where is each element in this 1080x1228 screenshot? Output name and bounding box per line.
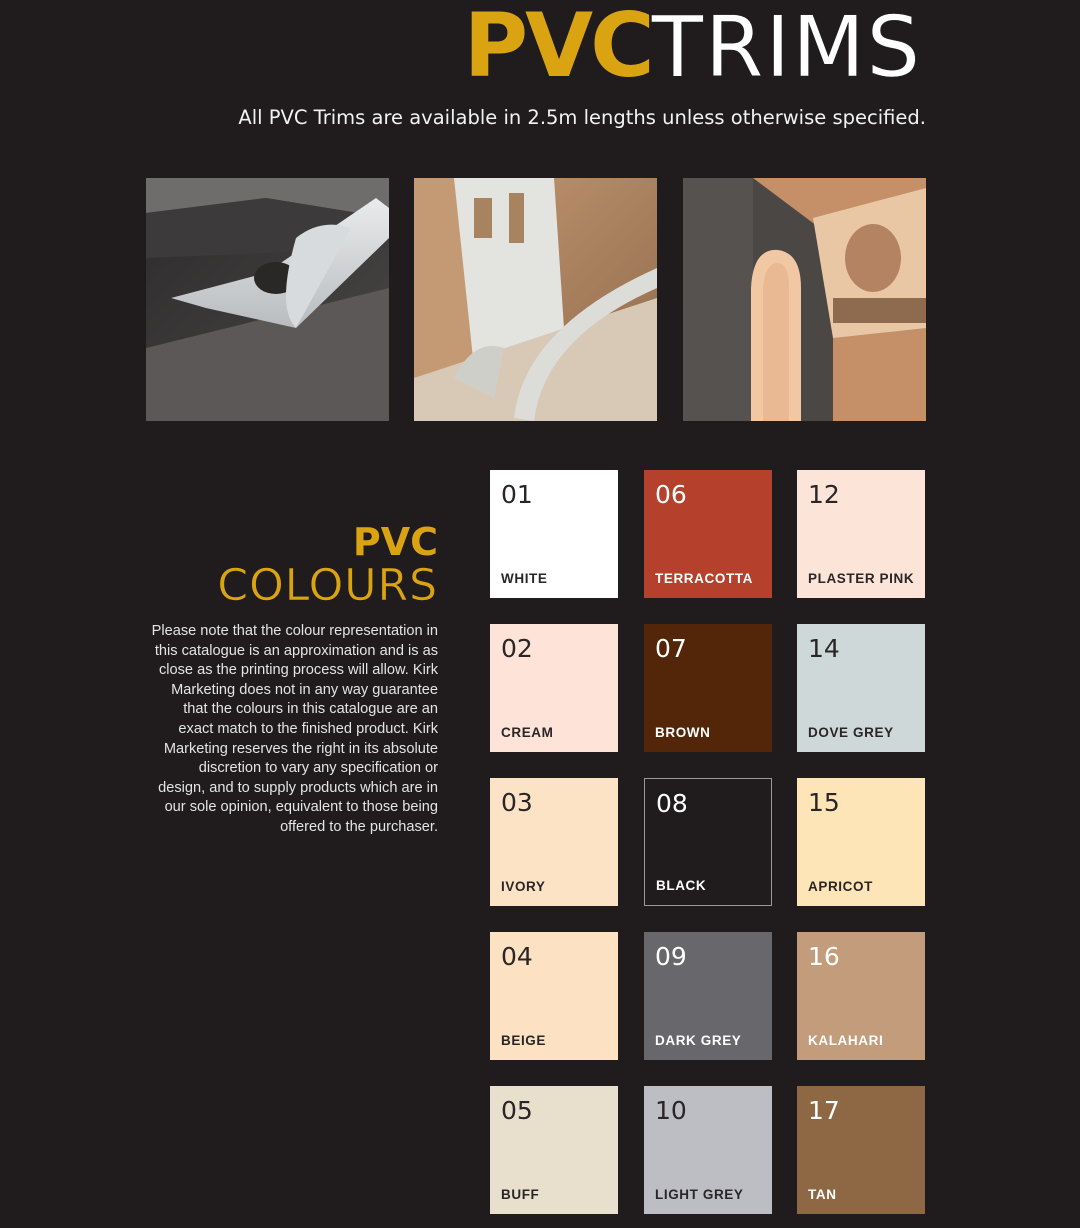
subtitle: All PVC Trims are available in 2.5m lengths unless otherwise specified.	[238, 106, 926, 129]
swatch-number: 03	[501, 788, 533, 817]
swatch-name: LIGHT GREY	[655, 1187, 744, 1202]
swatch-name: APRICOT	[808, 879, 873, 894]
swatch-name: KALAHARI	[808, 1033, 884, 1048]
swatch-number: 01	[501, 480, 533, 509]
round-edge-trim-photo	[146, 178, 389, 421]
colour-swatch-cream	[490, 624, 618, 752]
swatch-number: 05	[501, 1096, 533, 1125]
swatch-number: 10	[655, 1096, 687, 1125]
swatch-number: 12	[808, 480, 840, 509]
colour-swatch-dove-grey	[797, 624, 925, 752]
swatch-name: TAN	[808, 1187, 837, 1202]
colour-swatch-light-grey	[644, 1086, 772, 1214]
swatch-name: BUFF	[501, 1187, 540, 1202]
swatch-name: IVORY	[501, 879, 546, 894]
swatch-number: 08	[656, 789, 688, 818]
swatch-number: 14	[808, 634, 840, 663]
colour-swatch-white	[490, 470, 618, 598]
colour-swatch-black	[644, 778, 772, 906]
swatch-number: 07	[655, 634, 687, 663]
swatch-number: 09	[655, 942, 687, 971]
swatch-name: PLASTER PINK	[808, 571, 915, 586]
colour-swatch-terracotta	[644, 470, 772, 598]
colour-swatch-tan	[797, 1086, 925, 1214]
swatch-name: CREAM	[501, 725, 554, 740]
swatch-name: DOVE GREY	[808, 725, 894, 740]
swatch-name: BROWN	[655, 725, 711, 740]
colour-swatch-kalahari	[797, 932, 925, 1060]
colour-swatch-brown	[644, 624, 772, 752]
colours-heading-light: COLOURS	[217, 560, 438, 611]
swatch-number: 15	[808, 788, 840, 817]
title-pvc: PVC	[463, 0, 652, 97]
colour-swatch-apricot	[797, 778, 925, 906]
colour-disclaimer-note: Please note that the colour representation in this catalogue is an approximation and is as close as the printing process will allow. Kirk Marketing does not in any way guarantee that the colours in this catalogue are an exact match to the finished product. Kirk Marketing reserves the right in its absolute discretion to vary any specification or design, and to supply products which are in our sole opinion, equivalent to those being offered to the purchaser.	[151, 623, 438, 835]
cove-trim-photo	[414, 178, 657, 421]
swatch-number: 17	[808, 1096, 840, 1125]
colour-swatch-ivory	[490, 778, 618, 906]
swatch-number: 06	[655, 480, 687, 509]
colour-swatch-plaster-pink	[797, 470, 925, 598]
colour-swatch-dark-grey	[644, 932, 772, 1060]
colour-swatch-buff	[490, 1086, 618, 1214]
corner-trim-photo	[683, 178, 926, 421]
swatch-name: TERRACOTTA	[655, 571, 753, 586]
swatch-number: 02	[501, 634, 533, 663]
swatch-name: BLACK	[656, 878, 707, 893]
swatch-name: WHITE	[501, 571, 548, 586]
swatch-name: DARK GREY	[655, 1033, 742, 1048]
colour-swatch-beige	[490, 932, 618, 1060]
page-title	[463, 0, 922, 97]
colours-heading-bold: PVC	[352, 520, 438, 564]
swatch-number: 04	[501, 942, 533, 971]
swatch-number: 16	[808, 942, 840, 971]
title-trims: TRIMS	[651, 0, 922, 96]
swatch-name: BEIGE	[501, 1033, 547, 1048]
